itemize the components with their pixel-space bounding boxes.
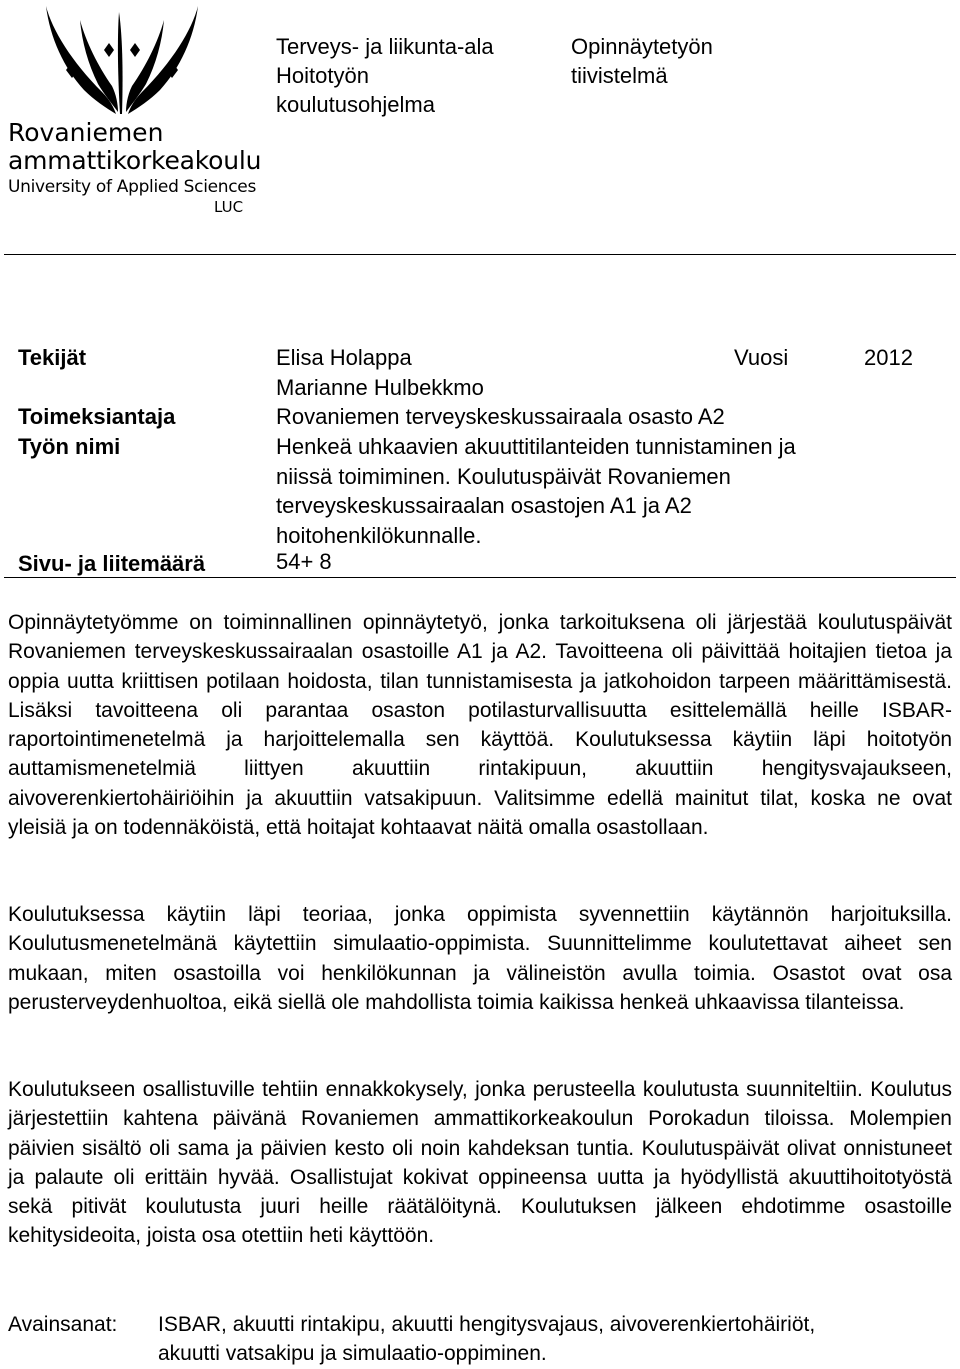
author-name: Elisa Holappa xyxy=(276,345,412,370)
title-line: terveyskeskussairaalan osastojen A1 ja A2 xyxy=(276,493,692,518)
faculty-line: koulutusohjelma xyxy=(276,92,435,117)
logo-name-line2: ammattikorkeakoulu xyxy=(8,146,262,175)
keywords-label: Avainsanat: xyxy=(8,1313,118,1336)
logo-english-name: University of Applied Sciences xyxy=(8,177,257,197)
faculty-line: Hoitotyön xyxy=(276,63,369,88)
document-type xyxy=(571,32,713,90)
client-label: Toimeksiantaja xyxy=(18,404,176,429)
authors-label: Tekijät xyxy=(18,345,87,370)
abstract-paragraph-1: Opinnäytetyömme on toiminnallinen opinnäytetyö, jonka tarkoituksena oli järjestää koulutuspäivät Rovaniemen terveyskeskussairaalan osastoille A1 ja A2. Tavoitteena oli päivittää hoitajien tietoa ja oppia uutta kriittisen potilaan hoidosta, tilan tunnistamisesta ja jatkohoidon tarpeen määrittämisestä. Lisäksi tavoitteena oli parantaa osaston potilasturvallisuutta esittelemällä heille ISBAR-raportointimenetelmä ja harjoittelemalla sen käyttöä. Koulutuksessa käytiin läpi hoitotyön auttamismenetelmiä liittyen akuuttiin rintakipuun, akuuttiin hengitysvajaukseen, aivoverenkiertohäiriöihin ja akuuttiin vatsakipuun. Valitsimme edellä mainitut tilat, koska ne ovat yleisiä ja on todennäköistä, että hoitajat kohtaavat näitä omalla osastollaan. xyxy=(8,611,952,840)
title-label: Työn nimi xyxy=(18,434,121,459)
client-value: Rovaniemen terveyskeskussairaala osasto A2 xyxy=(276,404,725,429)
metadata-divider xyxy=(4,577,956,578)
header-divider xyxy=(4,254,956,255)
pages-value: 54+ 8 xyxy=(276,549,332,574)
authors-list xyxy=(276,343,484,402)
title-line: niissä toimiminen. Koulutuspäivät Rovaniemen xyxy=(276,463,731,489)
keywords-list xyxy=(158,1310,952,1369)
year-value: 2012 xyxy=(864,345,913,370)
pages-label: Sivu- ja liitemäärä xyxy=(18,551,206,576)
logo-abbreviation: LUC xyxy=(214,198,244,216)
faculty-line: Terveys- ja liikunta-ala xyxy=(276,34,494,59)
keywords-line: ISBAR, akuutti rintakipu, akuutti hengitysvajaus, aivoverenkiertohäiriöt, xyxy=(158,1313,816,1336)
abstract-paragraph-3: Koulutukseen osallistuville tehtiin ennakkokysely, jonka perusteella koulutusta suunniteltiin. Koulutus järjestettiin kahtena päivänä Rovaniemen ammattikorkeakoulun Porokadun tiloissa. Molempien päivien sisältö oli sama ja päivien kesto oli noin kahdeksan tuntia. Koulutuspäivät olivat onnistuneet ja palaute oli erittäin hyvää. Osallistujat kokivat oppineensa uutta ja hyödyllistä akuuttihoitotyöstä sekä pitivät koulutusta juuri heille räätälöitynä. Koulutuksen jälkeen ehdotimme osastoille kehitysideoita, joista osa otettiin heti käyttöön. xyxy=(8,1078,952,1248)
doc-type-line: Opinnäytetyön xyxy=(571,34,713,59)
abstract-paragraph-2: Koulutuksessa käytiin läpi teoriaa, jonka oppimista syvennettiin käytännön harjoituksilla. Koulutusmenetelmänä käytettiin simulaatio-oppimista. Suunnittelimme koulutettavat aiheet sen mukaan, miten osastoilla voi henkilökunnan ja välineistön avulla toimia. Osastot ovat osa perusterveydenhuoltoa, eikä siellä ole mahdollista toimia kaikissa henkeä uhkaavissa tilanteissa. xyxy=(8,903,952,1014)
faculty-info xyxy=(276,32,494,119)
keywords-line: akuutti vatsakipu ja simulaatio-oppiminen. xyxy=(158,1342,547,1366)
logo-name-line1: Rovaniemen xyxy=(8,118,164,147)
year-label: Vuosi xyxy=(734,345,789,370)
title-line: hoitohenkilökunnalle. xyxy=(276,522,482,548)
title-line: Henkeä uhkaavien akuuttitilanteiden tunnistaminen ja xyxy=(276,434,796,459)
university-logo-emblem xyxy=(6,0,236,120)
university-logo-text xyxy=(8,120,261,215)
doc-type-line: tiivistelmä xyxy=(571,63,668,88)
author-name: Marianne Hulbekkmo xyxy=(276,374,484,400)
thesis-title xyxy=(276,432,796,550)
